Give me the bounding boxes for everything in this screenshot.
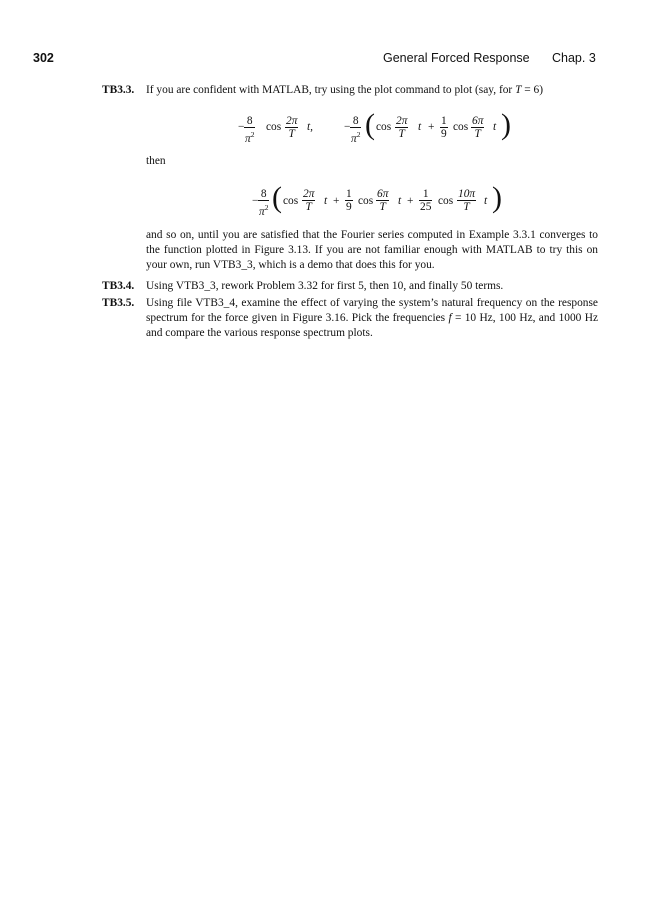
eq3-pi: π (259, 205, 265, 218)
eq2-ninth-den: 9 (441, 128, 447, 140)
eq2-ninth-num: 1 (441, 115, 447, 127)
eq2-t2: t (493, 121, 497, 133)
eq3-25th-num: 1 (422, 188, 429, 200)
eq3-arg3-num: 10π (458, 188, 476, 200)
problem-label-tb35: TB3.5. (102, 297, 135, 309)
running-title: General Forced Response (383, 51, 530, 65)
eq2-t1: t (418, 121, 422, 133)
eq2-arg2-num: 6π (472, 115, 484, 127)
eq2-coef-num: 8 (352, 115, 359, 127)
eq3-coef-den (258, 201, 269, 219)
eq1-minus: − (238, 121, 245, 133)
eq1-pi: π (245, 132, 251, 145)
eq3-arg3-frac (457, 188, 476, 214)
eq2-rparen: ) (501, 108, 511, 141)
eq2-minus: − (344, 121, 351, 133)
eq2-arg1-frac (395, 115, 408, 141)
eq2-coef-den (350, 128, 361, 146)
eq2-cos2: cos (453, 121, 469, 133)
eq3-arg1-frac (302, 188, 315, 214)
tb35-var-f: f (448, 312, 452, 324)
problem-label-tb33: TB3.3. (102, 84, 135, 96)
eq3-arg1-num: 2π (303, 188, 315, 200)
eq2-pi-exp: 2 (356, 130, 361, 139)
tb34-text: Using VTB3_3, rework Problem 3.32 for first 5, then 10, and finally 50 terms. (146, 280, 504, 292)
eq2-arg1-den: T (398, 128, 405, 140)
eq3-25th-frac (419, 188, 432, 214)
eq1-coef-num: 8 (246, 115, 253, 127)
eq2-cos1: cos (376, 121, 392, 133)
eq3-ninth-frac (345, 188, 353, 214)
eq3-arg2-frac (376, 188, 389, 214)
page-number: 302 (33, 51, 54, 65)
eq3-arg3-den: T (463, 201, 470, 213)
tb35-text-b: = 10 Hz, 100 Hz, and 1000 Hz and compare the various response spectrum plots. (146, 312, 598, 339)
eq2-pi: π (351, 132, 357, 145)
eq1-t: t, (307, 121, 314, 133)
eq3-25th-den: 25 (420, 201, 432, 213)
eq2-arg2-frac (471, 115, 484, 141)
eq3-pi-exp: 2 (264, 203, 269, 212)
chapter-label: Chap. 3 (552, 51, 596, 65)
eq3-minus: − (252, 195, 259, 207)
eq1-arg-frac (285, 115, 298, 141)
eq3-coef-frac (258, 188, 269, 219)
tb35-text (146, 296, 598, 341)
tb35-text-a: Using file VTB3_4, examine the effect of varying the system’s natural frequency on the response spectrum for the force given in Figure 3.16. Pick the frequencies (146, 297, 598, 324)
eq3-lparen: ( (272, 181, 282, 214)
eq3-t3: t (484, 195, 488, 207)
eq3-arg2-num: 6π (377, 188, 389, 200)
eq1-arg-den: T (288, 128, 295, 140)
eq3-cos1: cos (283, 195, 299, 207)
eq1-cos: cos (266, 121, 282, 133)
eq3-cos3: cos (438, 195, 454, 207)
eq2-arg2-den: T (474, 128, 481, 140)
tb33-intro (146, 83, 598, 98)
eq1-coef-frac (244, 115, 255, 146)
eq2-ninth-frac (440, 115, 448, 141)
problem-label-tb34: TB3.4. (102, 280, 135, 292)
eq3-coef-num: 8 (260, 188, 267, 200)
tb33-closing: and so on, until you are satisfied that the Fourier series computed in Example 3.3.1 converges to the function plotted in Figure 3.13. If you are not familiar enough with MATLAB to try this on your own, run VTB3_3, which is a demo that does this for you. (146, 229, 598, 271)
eq3-ninth-num: 1 (346, 188, 352, 200)
eq1-pi-exp: 2 (250, 130, 255, 139)
tb33-intro-var: T (515, 84, 522, 96)
eq3-arg2-den: T (379, 201, 386, 213)
eq3-rparen: ) (492, 181, 502, 214)
eq3-cos2: cos (358, 195, 374, 207)
tb33-intro-text: If you are confident with MATLAB, try using the plot command to plot (say, for (146, 84, 516, 96)
eq3-plus2: + (407, 195, 414, 207)
then-label: then (146, 155, 166, 167)
eq2-arg1-num: 2π (396, 115, 408, 127)
eq1-arg-num: 2π (286, 115, 298, 127)
running-header (0, 0, 647, 70)
eq2-coef-frac (350, 115, 361, 146)
eq1-coef-den (244, 128, 255, 146)
eq2-plus: + (428, 121, 435, 133)
eq3-ninth-den: 9 (346, 201, 352, 213)
eq3-arg1-den: T (305, 201, 312, 213)
eq2-lparen: ( (365, 108, 375, 141)
eq3-t1: t (324, 195, 328, 207)
tb33-intro-tail: = 6) (521, 84, 544, 96)
eq3-t2: t (398, 195, 402, 207)
eq3-plus1: + (333, 195, 340, 207)
